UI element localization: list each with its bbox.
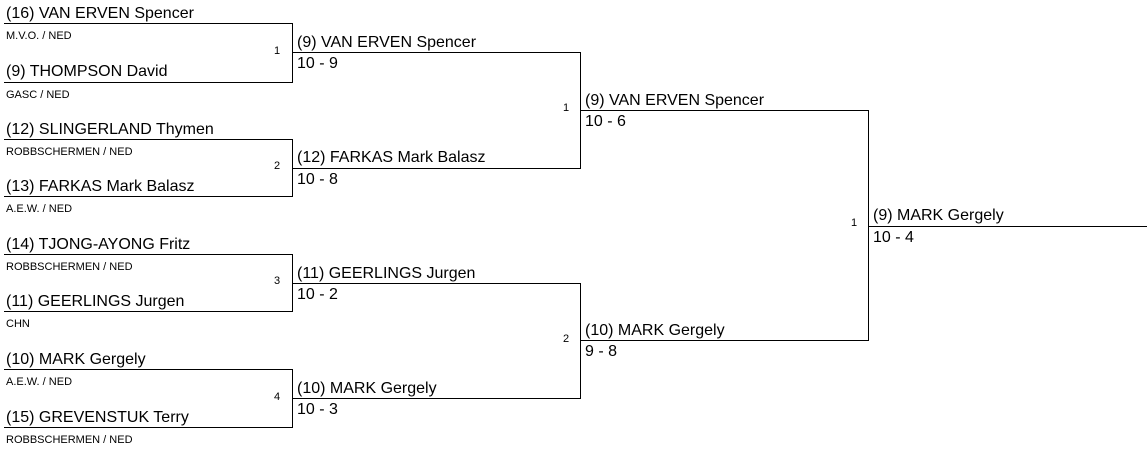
r3-bottom-fencer: (10) MARK Gergely bbox=[585, 322, 725, 339]
r2-b2-bottom-fencer: (10) MARK Gergely bbox=[297, 380, 437, 397]
bracket-line bbox=[869, 226, 1147, 227]
r1-b2-top-club: ROBBSCHERMEN / NED bbox=[6, 146, 133, 158]
r1-bout-number: 4 bbox=[274, 391, 281, 403]
bracket-line bbox=[581, 110, 869, 111]
r1-b4-top-fencer: (10) MARK Gergely bbox=[6, 351, 146, 368]
r1-b1-top-club: M.V.O. / NED bbox=[6, 30, 72, 42]
bracket-line bbox=[293, 283, 581, 284]
r1-b4-bottom-club: ROBBSCHERMEN / NED bbox=[6, 434, 133, 446]
r2-b1-top-score: 10 - 9 bbox=[297, 55, 338, 72]
r3-top-score: 10 - 6 bbox=[585, 113, 626, 130]
r2-b2-bottom-score: 10 - 3 bbox=[297, 401, 338, 418]
r1-b2-bottom-fencer: (13) FARKAS Mark Balasz bbox=[6, 178, 195, 195]
r2-b2-top-fencer: (11) GEERLINGS Jurgen bbox=[297, 265, 476, 282]
r3-bout-number: 1 bbox=[851, 217, 858, 229]
winner-fencer: (9) MARK Gergely bbox=[873, 207, 1004, 224]
bracket-line bbox=[4, 23, 293, 24]
r1-b2-top-fencer: (12) SLINGERLAND Thymen bbox=[6, 121, 214, 138]
r1-b1-top-fencer: (16) VAN ERVEN Spencer bbox=[6, 5, 194, 22]
bracket-line bbox=[4, 369, 293, 370]
r1-b3-bottom-club: CHN bbox=[6, 318, 30, 330]
r1-b3-top-fencer: (14) TJONG-AYONG Fritz bbox=[6, 236, 191, 253]
bracket-line bbox=[293, 52, 581, 53]
bracket-line bbox=[4, 427, 293, 428]
bracket-line bbox=[4, 139, 293, 140]
r1-b4-top-club: A.E.W. / NED bbox=[6, 376, 73, 388]
bracket-connector bbox=[868, 110, 869, 340]
r2-b1-bottom-fencer: (12) FARKAS Mark Balasz bbox=[297, 149, 486, 166]
r1-b2-bottom-club: A.E.W. / NED bbox=[6, 203, 73, 215]
r1-bout-number: 3 bbox=[274, 275, 281, 287]
bracket-line bbox=[4, 311, 293, 312]
bracket-line bbox=[581, 340, 869, 341]
r1-b4-bottom-fencer: (15) GREVENSTUK Terry bbox=[6, 409, 189, 426]
r1-b1-bottom-fencer: (9) THOMPSON David bbox=[6, 63, 168, 80]
r2-b1-top-fencer: (9) VAN ERVEN Spencer bbox=[297, 34, 477, 51]
r1-bout-number: 2 bbox=[274, 160, 281, 172]
r1-b3-top-club: ROBBSCHERMEN / NED bbox=[6, 261, 133, 273]
bracket-line bbox=[4, 82, 293, 83]
bracket-line bbox=[4, 254, 293, 255]
r1-b1-bottom-club: GASC / NED bbox=[6, 89, 70, 101]
winner-score: 10 - 4 bbox=[873, 229, 914, 246]
r3-top-fencer: (9) VAN ERVEN Spencer bbox=[585, 92, 765, 109]
r2-bout-number: 2 bbox=[563, 333, 570, 345]
r3-bottom-score: 9 - 8 bbox=[585, 343, 618, 360]
r2-bout-number: 1 bbox=[563, 102, 570, 114]
r2-b1-bottom-score: 10 - 8 bbox=[297, 171, 338, 188]
bracket-line bbox=[293, 168, 581, 169]
r1-b3-bottom-fencer: (11) GEERLINGS Jurgen bbox=[6, 293, 185, 310]
r1-bout-number: 1 bbox=[274, 45, 281, 57]
bracket-line bbox=[293, 398, 581, 399]
r2-b2-top-score: 10 - 2 bbox=[297, 286, 338, 303]
bracket-line bbox=[4, 196, 293, 197]
